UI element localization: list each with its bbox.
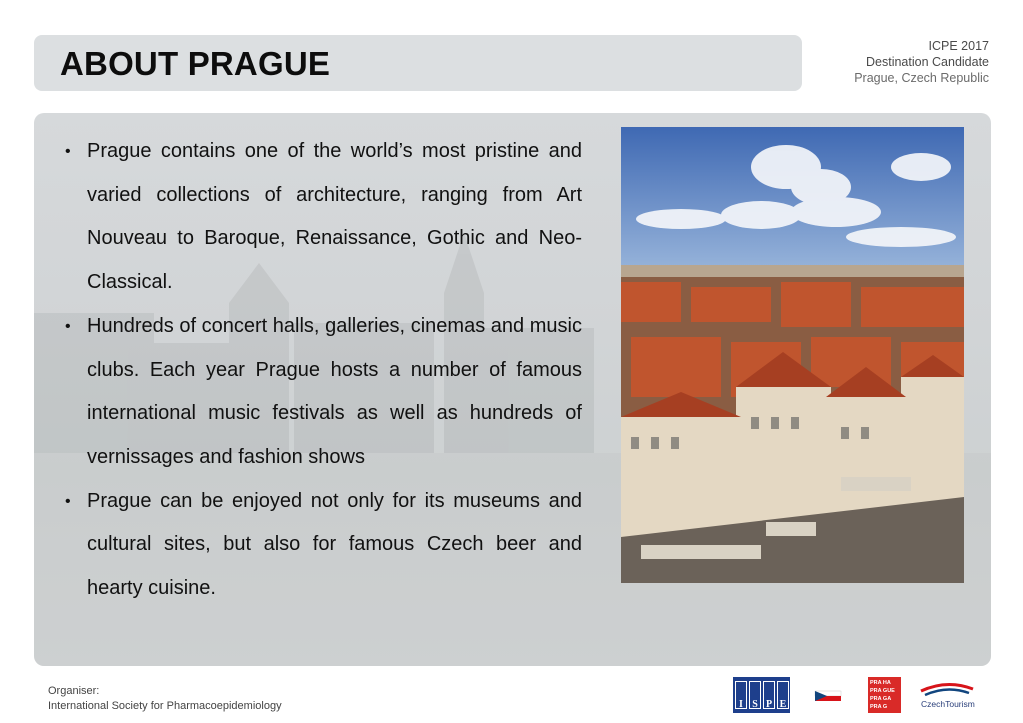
bullet-item [62, 130, 582, 305]
prague-aerial-photo [621, 127, 964, 583]
bullet-text: Prague contains one of the world’s most pristine and varied collections of architecture, ranging from Art Nouveau to Baroque, Renaissance, Gothic and Neo-Classical. [87, 140, 582, 294]
event-name: ICPE 2017 [928, 39, 989, 53]
bullet-dot: • [65, 492, 71, 510]
ispe-logo [733, 677, 790, 713]
organiser-name: International Society for Pharmacoepidemiology [48, 700, 282, 712]
bullet-text: Prague can be enjoyed not only for its museums and cultural sites, but also for famous Czech beer and hearty cuisine. [87, 489, 582, 600]
ispe-letter: I [735, 681, 747, 709]
ispe-letter: P [763, 681, 775, 709]
event-location: Prague, Czech Republic [854, 71, 989, 85]
bullet-list [62, 130, 582, 611]
event-info [809, 38, 989, 86]
praha-line: PRA G [870, 704, 888, 710]
bullet-dot: • [65, 143, 71, 160]
slide-title: ABOUT PRAGUE [60, 45, 331, 82]
praha-line: PRA HA [870, 680, 891, 686]
bullet-item [62, 480, 582, 611]
event-status: Destination Candidate [866, 55, 989, 69]
bullet-dot: • [65, 317, 71, 335]
praha-line: PRA GUE [870, 688, 895, 694]
bullet-item [62, 305, 582, 480]
ispe-letter: E [777, 681, 789, 709]
footer-organiser [48, 684, 282, 714]
ispe-letter: S [749, 681, 761, 709]
organiser-label: Organiser: [48, 685, 100, 697]
bullet-text: Hundreds of concert halls, galleries, cinemas and music clubs. Each year Prague hosts a number of famous international music festivals as well as hundreds of vernissages and fashion shows [87, 314, 582, 468]
title-bar [34, 35, 802, 91]
praha-line: PRA GA [870, 696, 892, 702]
partner-logos [733, 677, 983, 715]
czech-tourism-logo [917, 677, 977, 713]
czech-tourism-text: CzechTourism [921, 699, 975, 709]
praha-logo [868, 677, 901, 713]
czech-flag-icon [809, 677, 845, 713]
czech-tourism-swoosh-icon [917, 677, 977, 699]
